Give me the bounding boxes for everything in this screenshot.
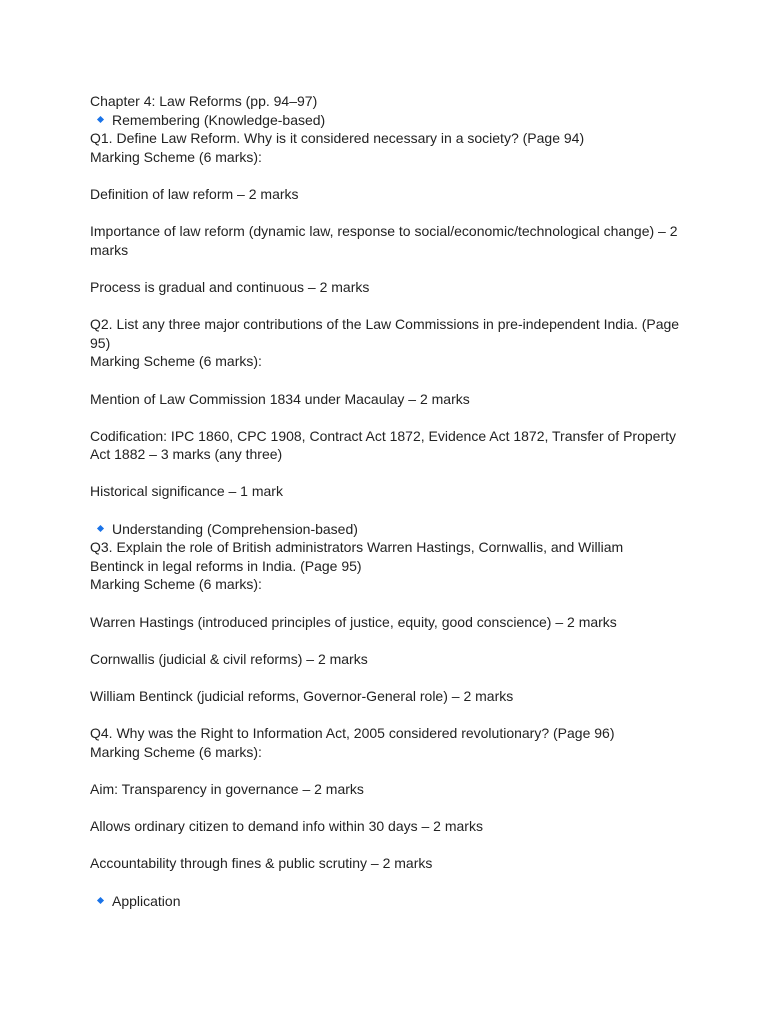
document-body — [90, 92, 680, 910]
question-q3: Q3. Explain the role of British administrators Warren Hastings, Cornwallis, and William Bentinck in legal reforms in India. (Page 95) — [90, 539, 624, 574]
question-q2: Q2. List any three major contributions of the Law Commissions in pre-independent India. (Page 95) — [90, 316, 680, 351]
scheme-point: Accountability through fines & public scrutiny – 2 marks — [90, 855, 433, 872]
question-q1: Q1. Define Law Reform. Why is it considered necessary in a society? (Page 94) — [90, 130, 585, 147]
scheme-point: Allows ordinary citizen to demand info within 30 days – 2 marks — [90, 818, 483, 835]
diamond-icon — [97, 525, 104, 532]
diamond-icon — [97, 116, 104, 123]
section-heading-application — [90, 892, 680, 911]
section-heading-label: Application — [112, 892, 181, 909]
scheme-point: Codification: IPC 1860, CPC 1908, Contract Act 1872, Evidence Act 1872, Transfer of Property Act 1882 – 3 marks (any three) — [90, 427, 676, 463]
scheme-point: Aim: Transparency in governance – 2 marks — [90, 780, 364, 797]
section-heading-remembering — [90, 111, 680, 130]
section-heading-understanding — [90, 520, 680, 539]
question-q4: Q4. Why was the Right to Information Act, 2005 considered revolutionary? (Page 96) — [90, 725, 615, 742]
marking-scheme-label: Marking Scheme (6 marks): — [90, 148, 262, 165]
scheme-point: Historical significance – 1 mark — [90, 483, 283, 500]
marking-scheme-label: Marking Scheme (6 marks): — [90, 353, 262, 370]
scheme-point: Mention of Law Commission 1834 under Macaulay – 2 marks — [90, 390, 470, 407]
section-heading-label: Understanding (Comprehension-based) — [112, 520, 358, 537]
scheme-point: Process is gradual and continuous – 2 marks — [90, 278, 370, 295]
section-heading-label: Remembering (Knowledge-based) — [112, 111, 326, 128]
diamond-icon — [97, 897, 104, 904]
scheme-point: William Bentinck (judicial reforms, Governor-General role) – 2 marks — [90, 688, 514, 704]
scheme-point: Warren Hastings (introduced principles of justice, equity, good conscience) – 2 marks — [90, 613, 617, 630]
scheme-point: Importance of law reform (dynamic law, response to social/economic/technological change) – 2 marks — [90, 223, 678, 258]
marking-scheme-label: Marking Scheme (6 marks): — [90, 576, 262, 593]
chapter-title: Chapter 4: Law Reforms (pp. 94–97) — [90, 93, 318, 109]
scheme-point: Cornwallis (judicial & civil reforms) – 2 marks — [90, 650, 368, 667]
scheme-point: Definition of law reform – 2 marks — [90, 185, 299, 202]
marking-scheme-label: Marking Scheme (6 marks): — [90, 743, 262, 760]
